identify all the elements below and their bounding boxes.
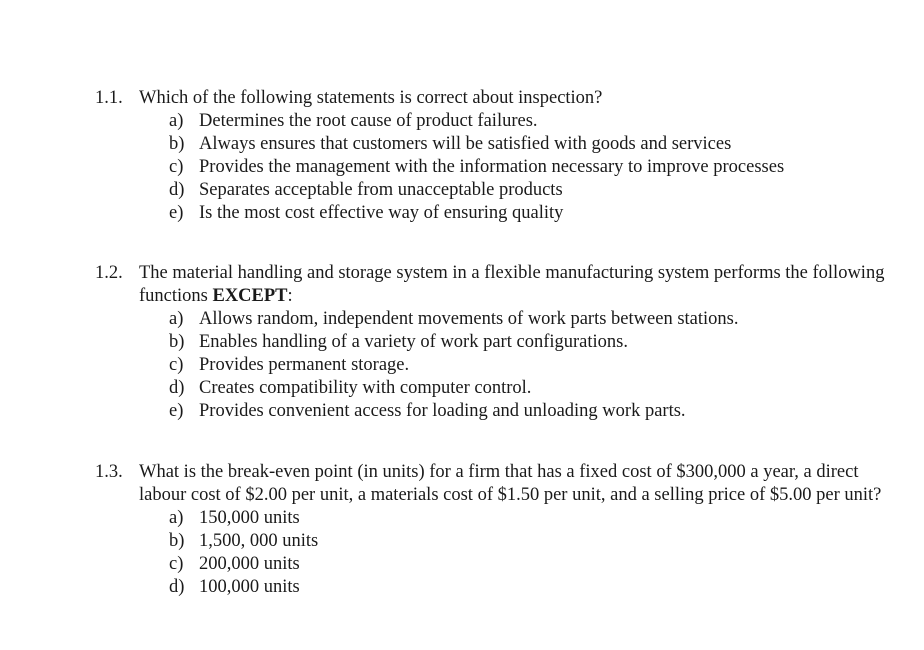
option-c <box>169 354 895 377</box>
question-stem <box>139 87 895 110</box>
question-number: 1.2. <box>95 263 123 283</box>
option-letter: a) <box>169 508 184 528</box>
option-a <box>169 507 895 530</box>
option-list <box>95 110 895 225</box>
question-number: 1.1. <box>95 88 123 108</box>
option-letter: b) <box>169 134 185 154</box>
option-letter: d) <box>169 378 185 398</box>
option-text: Provides convenient access for loading and unloading work parts. <box>199 401 686 421</box>
option-a <box>169 110 895 133</box>
option-d <box>169 377 895 400</box>
option-letter: b) <box>169 531 185 551</box>
option-d <box>169 179 895 202</box>
option-text: Separates acceptable from unacceptable products <box>199 180 563 200</box>
option-text: Allows random, independent movements of work parts between stations. <box>199 309 739 329</box>
option-text: Provides permanent storage. <box>199 355 410 375</box>
option-text: 200,000 units <box>199 554 300 574</box>
option-letter: d) <box>169 180 185 200</box>
option-text: Creates compatibility with computer control. <box>199 378 532 398</box>
option-b <box>169 133 895 156</box>
question-number: 1.3. <box>95 462 123 482</box>
option-c <box>169 156 895 179</box>
option-d <box>169 576 895 599</box>
option-text: 100,000 units <box>199 577 300 597</box>
option-e <box>169 400 895 423</box>
option-text: Always ensures that customers will be satisfied with goods and services <box>199 134 732 154</box>
option-b <box>169 331 895 354</box>
question-1-2 <box>95 262 895 423</box>
option-letter: b) <box>169 332 185 352</box>
option-letter: c) <box>169 157 184 177</box>
option-letter: e) <box>169 401 184 421</box>
question-stem-line <box>95 461 895 507</box>
option-list <box>95 308 895 423</box>
question-stem-line <box>95 262 895 308</box>
question-1-3 <box>95 461 895 599</box>
question-stem-tail: : <box>287 286 293 306</box>
option-letter: d) <box>169 577 185 597</box>
question-1-1 <box>95 87 895 225</box>
option-text: 150,000 units <box>199 508 300 528</box>
option-letter: c) <box>169 355 184 375</box>
question-stem-text: What is the break-even point (in units) for a firm that has a fixed cost of $300,000 a year, a direct labour cost of $2.00 per unit, a materials cost of $1.50 per unit, and a selling price of $5.00 per unit? <box>139 462 882 505</box>
option-letter: a) <box>169 111 184 131</box>
option-text: Provides the management with the information necessary to improve processes <box>199 157 785 177</box>
option-c <box>169 553 895 576</box>
option-text: Enables handling of a variety of work part configurations. <box>199 332 628 352</box>
option-a <box>169 308 895 331</box>
question-stem <box>139 262 895 308</box>
question-stem-text: Which of the following statements is correct about inspection? <box>139 88 603 108</box>
option-e <box>169 202 895 225</box>
option-letter: c) <box>169 554 184 574</box>
option-letter: e) <box>169 203 184 223</box>
question-stem-text: The material handling and storage system in a flexible manufacturing system performs the following functions <box>139 263 885 306</box>
option-text: Is the most cost effective way of ensuring quality <box>199 203 564 223</box>
option-b <box>169 530 895 553</box>
question-stem-line <box>95 87 895 110</box>
option-list <box>95 507 895 599</box>
option-text: 1,500, 000 units <box>199 531 319 551</box>
option-text: Determines the root cause of product failures. <box>199 111 538 131</box>
option-letter: a) <box>169 309 184 329</box>
question-stem-emphasis: EXCEPT <box>212 286 288 306</box>
question-stem <box>139 461 895 507</box>
